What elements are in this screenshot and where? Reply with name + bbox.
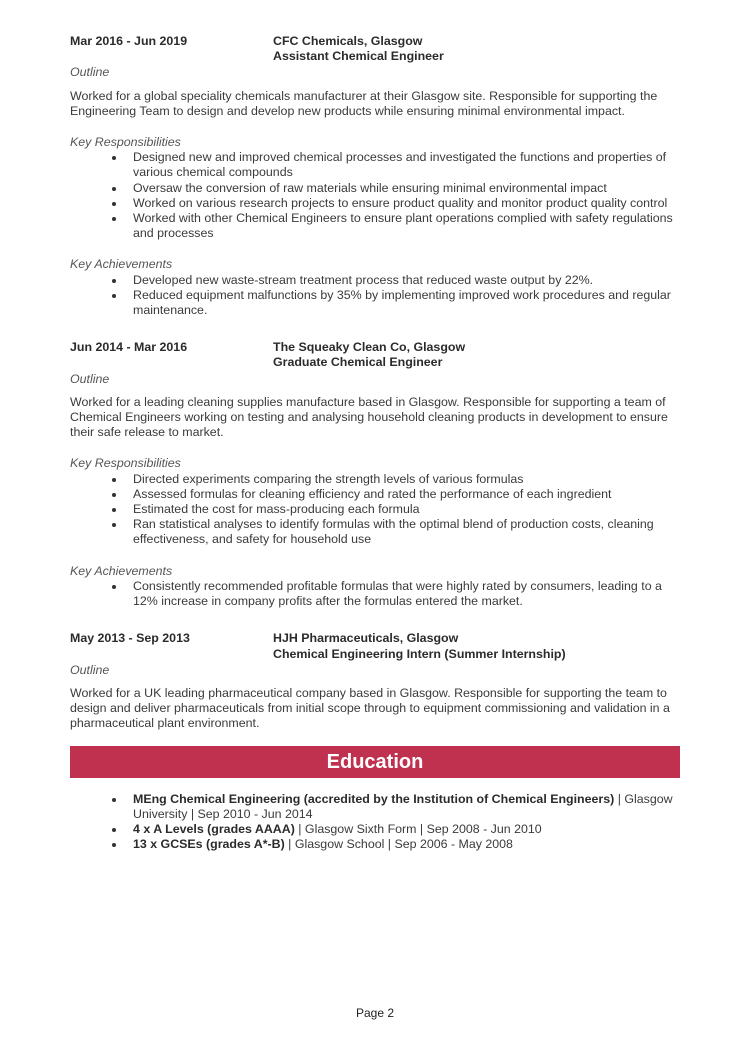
achievements-list: [70, 273, 680, 319]
list-item: Designed new and improved chemical processes and investigated the functions and properties of various chemical compounds: [133, 150, 680, 180]
job-role: Assistant Chemical Engineer: [273, 49, 444, 64]
list-item: Worked with other Chemical Engineers to ensure plant operations complied with safety regulations and processes: [133, 211, 680, 241]
achievements-label: Key Achievements: [70, 563, 173, 578]
job-entry: [70, 631, 680, 731]
job-outline: Worked for a leading cleaning supplies manufacture based in Glasgow. Responsible for supporting a team of Chemical Engineers working on testing and analysing household cleaning products in development to ensure their safe release to market.: [70, 394, 668, 440]
outline-label: Outline: [70, 65, 110, 80]
achievements-list: [70, 579, 680, 609]
responsibilities-label: Key Responsibilities: [70, 135, 181, 150]
page-number: Page 2: [355, 1006, 395, 1020]
responsibilities-list: [70, 150, 680, 241]
job-dates: May 2013 - Sep 2013: [70, 631, 190, 646]
education-list: [70, 792, 680, 853]
job-role: Graduate Chemical Engineer: [273, 355, 443, 370]
job-entry: [70, 340, 680, 609]
job-dates: Mar 2016 - Jun 2019: [70, 34, 188, 48]
job-header: [70, 631, 680, 661]
outline-label: Outline: [70, 662, 110, 677]
list-item: Developed new waste-stream treatment process that reduced waste output by 22%.: [133, 273, 680, 288]
education-details: | Glasgow Sixth Form | Sep 2008 - Jun 2010: [294, 821, 542, 836]
list-item: Reduced equipment malfunctions by 35% by implementing improved work procedures and regular maintenance.: [133, 288, 680, 318]
list-item: [133, 822, 680, 837]
education-details: | Glasgow University | Sep 2010 - Jun 2014: [133, 791, 673, 821]
responsibilities-label: Key Responsibilities: [70, 456, 181, 471]
list-item: Assessed formulas for cleaning efficiency and rated the performance of each ingredient: [133, 487, 680, 502]
list-item: [133, 837, 680, 852]
responsibilities-list: [70, 472, 680, 548]
resume-page-2: [70, 34, 680, 852]
job-outline: Worked for a UK leading pharmaceutical company based in Glasgow. Responsible for supporting the team to design and deliver pharmaceuticals from initial scope through to equipment commissioning and validation in a pharmaceutical plant environment.: [70, 685, 670, 731]
education-degree: MEng Chemical Engineering (accredited by the Institution of Chemical Engineers): [133, 791, 615, 806]
job-entry: [70, 34, 680, 318]
job-outline: Worked for a global speciality chemicals manufacturer at their Glasgow site. Responsible for supporting the Engineering Team to design and develop new products while ensuring minimal environmental impact.: [70, 88, 658, 118]
job-company: HJH Pharmaceuticals, Glasgow: [273, 631, 459, 646]
job-company: The Squeaky Clean Co, Glasgow: [273, 340, 466, 355]
job-dates: Jun 2014 - Mar 2016: [70, 340, 188, 355]
list-item: Oversaw the conversion of raw materials while ensuring minimal environmental impact: [133, 181, 680, 196]
job-header: [70, 34, 680, 64]
outline-label: Outline: [70, 371, 110, 386]
job-company: CFC Chemicals, Glasgow: [273, 34, 423, 48]
list-item: Consistently recommended profitable formulas that were highly rated by consumers, leading to a 12% increase in company profits after the formulas entered the market.: [133, 579, 680, 609]
job-role: Chemical Engineering Intern (Summer Internship): [273, 646, 566, 661]
achievements-label: Key Achievements: [70, 257, 173, 272]
list-item: Worked on various research projects to ensure product quality and monitor product quality control: [133, 196, 680, 211]
education-details: | Glasgow School | Sep 2006 - May 2008: [284, 837, 513, 852]
list-item: Directed experiments comparing the strength levels of various formulas: [133, 472, 680, 487]
job-header: [70, 340, 680, 370]
education-degree: 4 x A Levels (grades AAAA): [133, 821, 295, 836]
list-item: [133, 792, 680, 822]
education-heading: Education: [70, 746, 680, 778]
list-item: Estimated the cost for mass-producing each formula: [133, 502, 680, 517]
list-item: Ran statistical analyses to identify formulas with the optimal blend of production costs, cleaning effectiveness, and safety for household use: [133, 517, 680, 547]
education-degree: 13 x GCSEs (grades A*-B): [133, 837, 285, 852]
